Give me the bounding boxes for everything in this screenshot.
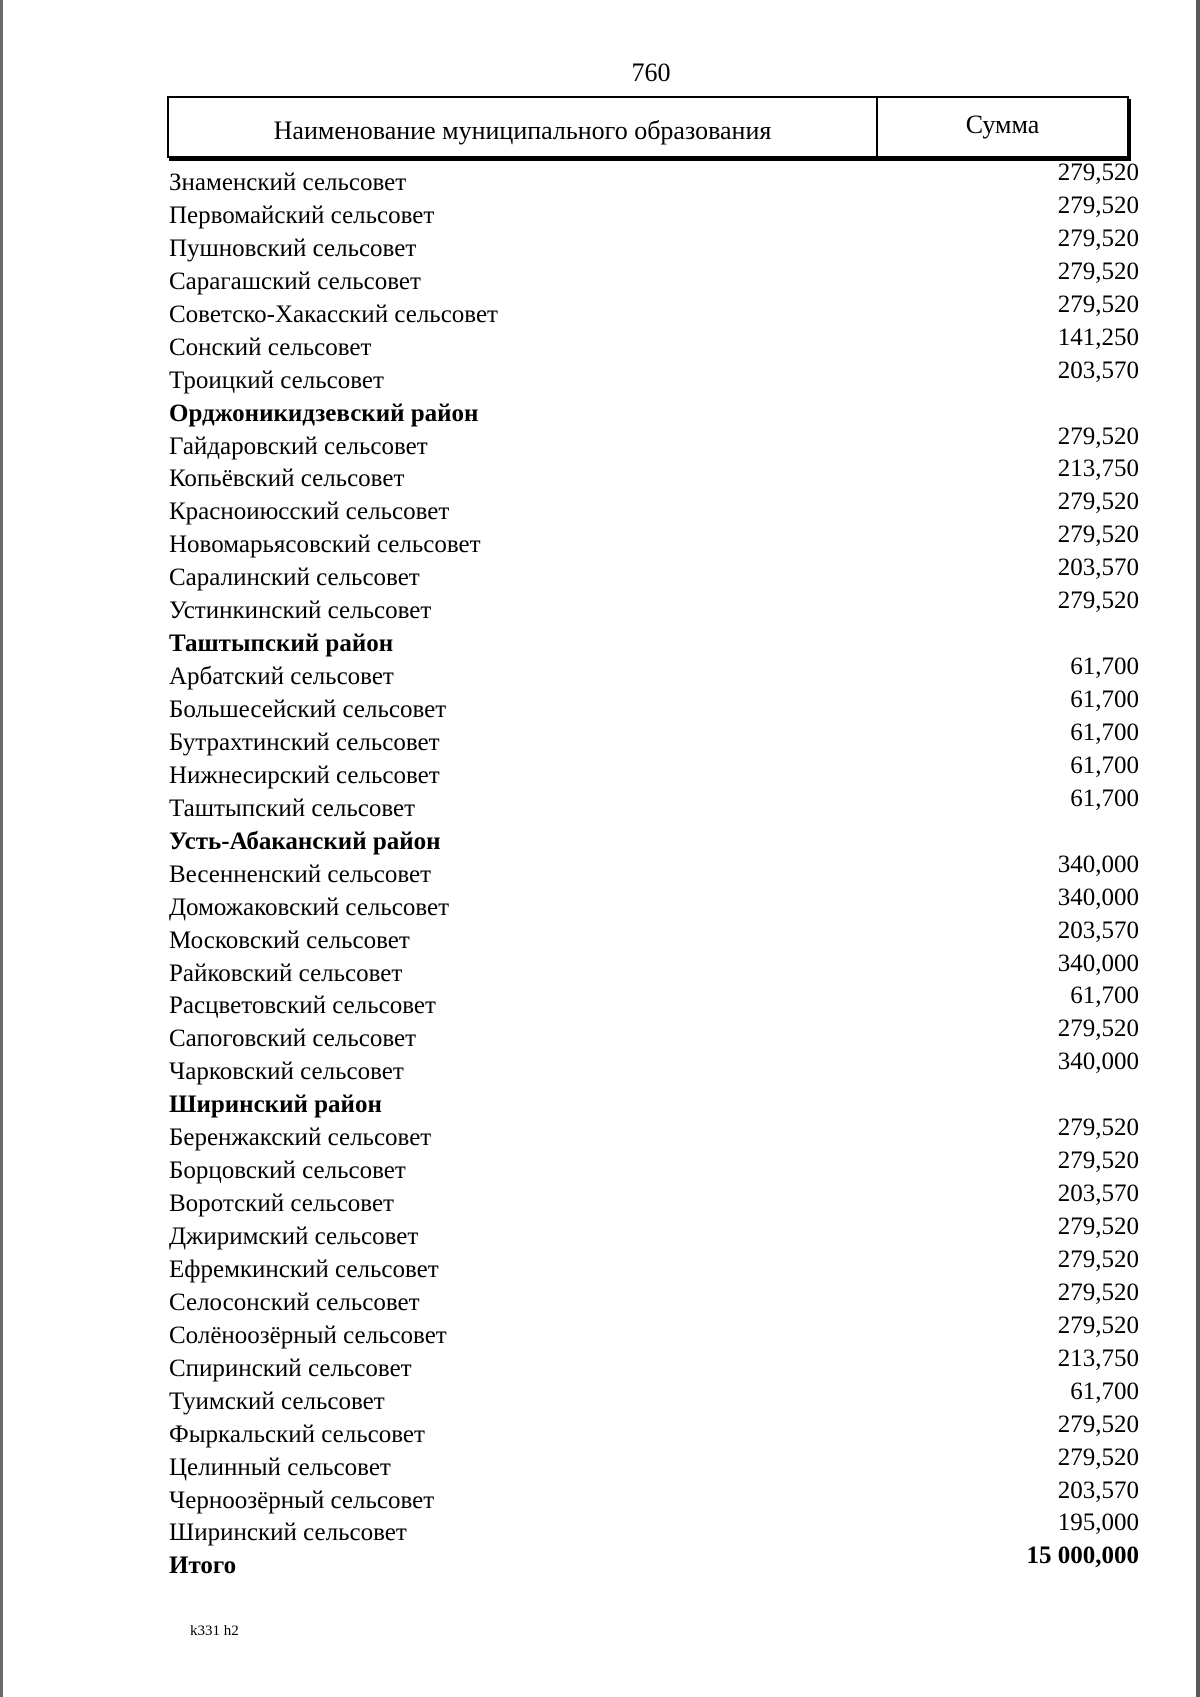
sum-value: 203,570	[1057, 356, 1139, 384]
table-row	[169, 455, 1139, 493]
sum-value: 61,700	[1070, 653, 1139, 681]
sum-value: 279,520	[1057, 1213, 1139, 1240]
municipality-name: Райковский сельсовет	[169, 959, 403, 987]
district-heading-row	[169, 821, 1139, 854]
municipality-name: Туимский сельсовет	[169, 1387, 385, 1415]
sum-value: 279,520	[1057, 1114, 1139, 1142]
district-heading-row	[169, 623, 1139, 656]
sum-value: 340,000	[1057, 883, 1139, 911]
municipality-name: Первомайский сельсовет	[169, 201, 435, 229]
sum-value: 213,750	[1057, 1344, 1139, 1372]
table-row	[169, 1443, 1139, 1481]
sum-value: 279,520	[1057, 1015, 1139, 1043]
table-row	[169, 1476, 1139, 1514]
municipality-name: Спиринский сельсовет	[169, 1354, 412, 1382]
municipality-name: Расцветовский сельсовет	[169, 992, 436, 1020]
footer-code: k331 h2	[190, 1623, 239, 1639]
sum-value: 279,520	[1057, 488, 1139, 516]
total-label: Итого	[169, 1552, 237, 1580]
table-row	[169, 257, 1139, 295]
sum-value: 279,520	[1057, 159, 1139, 186]
municipality-name: Целинный сельсовет	[169, 1453, 391, 1481]
page-number: 760	[631, 58, 671, 87]
table-row	[169, 1114, 1139, 1152]
municipality-name: Гайдаровский сельсовет	[169, 432, 428, 460]
table-row	[169, 653, 1139, 691]
municipality-name: Советско-Хакасский сельсовет	[169, 300, 498, 328]
header-sum-column: Сумма	[965, 110, 1040, 139]
table-row	[169, 587, 1139, 625]
table-row	[169, 422, 1139, 460]
table-body	[169, 159, 1139, 1580]
table-row	[169, 191, 1139, 229]
municipality-name: Нижнесирский сельсовет	[169, 761, 440, 789]
municipality-name: Копьёвский сельсовет	[169, 465, 405, 493]
municipality-name: Пушновский сельсовет	[169, 234, 417, 262]
municipality-name: Селосонский сельсовет	[169, 1288, 420, 1316]
table-row	[169, 751, 1139, 789]
sum-value: 279,520	[1057, 257, 1139, 285]
municipality-name: Новомарьясовский сельсовет	[169, 531, 481, 559]
table-row	[169, 323, 1139, 361]
table-row	[169, 1245, 1139, 1283]
district-heading-row	[169, 1084, 1139, 1117]
municipality-name: Борцовский сельсовет	[169, 1157, 406, 1185]
table-row	[169, 159, 1139, 196]
table-row	[169, 521, 1139, 559]
total-value: 15 000,000	[1026, 1542, 1139, 1570]
table-row	[169, 784, 1139, 822]
sum-value: 61,700	[1070, 1377, 1139, 1405]
municipality-name: Чарковский сельсовет	[169, 1058, 404, 1086]
table-row	[169, 1278, 1139, 1316]
municipality-name: Саралинский сельсовет	[169, 564, 420, 592]
table-row	[169, 686, 1139, 723]
sum-value: 279,520	[1057, 191, 1139, 219]
municipality-name: Ширинский сельсовет	[169, 1519, 407, 1547]
district-name: Ширинский район	[169, 1091, 382, 1119]
sum-value: 213,750	[1057, 455, 1139, 483]
municipality-name: Красноиюсский сельсовет	[169, 498, 450, 526]
table-row	[169, 488, 1139, 526]
municipality-name: Сапоговский сельсовет	[169, 1025, 417, 1053]
table-row	[169, 1311, 1139, 1349]
sum-value: 61,700	[1070, 751, 1139, 779]
sum-value: 61,700	[1070, 784, 1139, 812]
sum-value: 203,570	[1057, 1180, 1139, 1208]
sum-value: 279,520	[1057, 1245, 1139, 1273]
table-row	[169, 1015, 1139, 1053]
municipality-name: Сарагашский сельсовет	[169, 267, 421, 295]
municipality-name: Московский сельсовет	[169, 926, 410, 954]
sum-value: 279,520	[1057, 521, 1139, 549]
sum-value: 203,570	[1057, 1476, 1139, 1504]
municipality-name: Большесейский сельсовет	[169, 696, 447, 723]
municipality-name: Черноозёрный сельсовет	[169, 1486, 435, 1514]
table-row	[169, 1147, 1139, 1185]
sum-value: 279,520	[1057, 1147, 1139, 1175]
table-row	[169, 1180, 1139, 1218]
table-row	[169, 1509, 1139, 1547]
municipality-name: Бутрахтинский сельсовет	[169, 728, 440, 756]
sum-value: 279,520	[1057, 1311, 1139, 1339]
municipality-name: Таштыпский сельсовет	[169, 794, 415, 822]
header-name-column: Наименование муниципального образования	[169, 98, 878, 156]
sum-value: 279,520	[1057, 1278, 1139, 1306]
scan-edge-left	[0, 0, 3, 1697]
sum-value: 141,250	[1057, 323, 1139, 351]
table-row	[169, 224, 1139, 262]
sum-value: 61,700	[1070, 686, 1139, 713]
table-row	[169, 718, 1139, 756]
municipality-name: Ефремкинский сельсовет	[169, 1255, 439, 1283]
municipality-name: Сонский сельсовет	[169, 333, 372, 361]
table-row	[169, 554, 1139, 592]
sum-value: 340,000	[1057, 850, 1139, 878]
sum-value: 279,520	[1057, 1410, 1139, 1438]
table-row	[169, 1410, 1139, 1448]
municipality-name: Знаменский сельсовет	[169, 169, 407, 196]
table-header	[167, 96, 1129, 158]
municipality-name: Беренжакский сельсовет	[169, 1124, 432, 1152]
sum-value: 279,520	[1057, 422, 1139, 450]
total-row	[169, 1542, 1139, 1580]
sum-value: 340,000	[1057, 949, 1139, 977]
table-row	[169, 1377, 1139, 1415]
municipality-name: Солёноозёрный сельсовет	[169, 1321, 447, 1349]
municipality-name: Арбатский сельсовет	[169, 663, 394, 691]
municipality-name: Доможаковский сельсовет	[169, 893, 450, 921]
sum-value: 279,520	[1057, 1443, 1139, 1471]
district-name: Таштыпский район	[169, 630, 394, 658]
district-heading-row	[169, 393, 1139, 426]
table-row	[169, 850, 1139, 888]
sum-value: 340,000	[1057, 1048, 1139, 1076]
sum-value: 203,570	[1057, 916, 1139, 944]
municipality-name: Весенненский сельсовет	[169, 860, 432, 888]
sum-value: 203,570	[1057, 554, 1139, 582]
table-row	[169, 1213, 1139, 1250]
scan-edge-right	[1196, 0, 1200, 1697]
municipality-name: Устинкинский сельсовет	[169, 597, 432, 625]
municipality-name: Троицкий сельсовет	[169, 366, 384, 394]
sum-value: 61,700	[1070, 982, 1139, 1010]
municipality-name: Воротский сельсовет	[169, 1190, 394, 1218]
municipality-name: Фыркальский сельсовет	[169, 1420, 425, 1448]
sum-value: 279,520	[1057, 587, 1139, 615]
sum-value: 279,520	[1057, 224, 1139, 252]
district-name: Орджоникидзевский район	[169, 399, 479, 427]
table-row	[169, 883, 1139, 921]
table-row	[169, 1048, 1139, 1086]
table-row	[169, 916, 1139, 954]
sum-value: 195,000	[1057, 1509, 1139, 1537]
sum-value: 279,520	[1057, 290, 1139, 318]
table-row	[169, 949, 1139, 987]
table-row	[169, 356, 1139, 394]
table-row	[169, 290, 1139, 328]
table-row	[169, 982, 1139, 1020]
table-row	[169, 1344, 1139, 1382]
sum-value: 61,700	[1070, 718, 1139, 746]
municipality-name: Джиримский сельсовет	[169, 1223, 419, 1250]
district-name: Усть-Абаканский район	[169, 827, 441, 855]
